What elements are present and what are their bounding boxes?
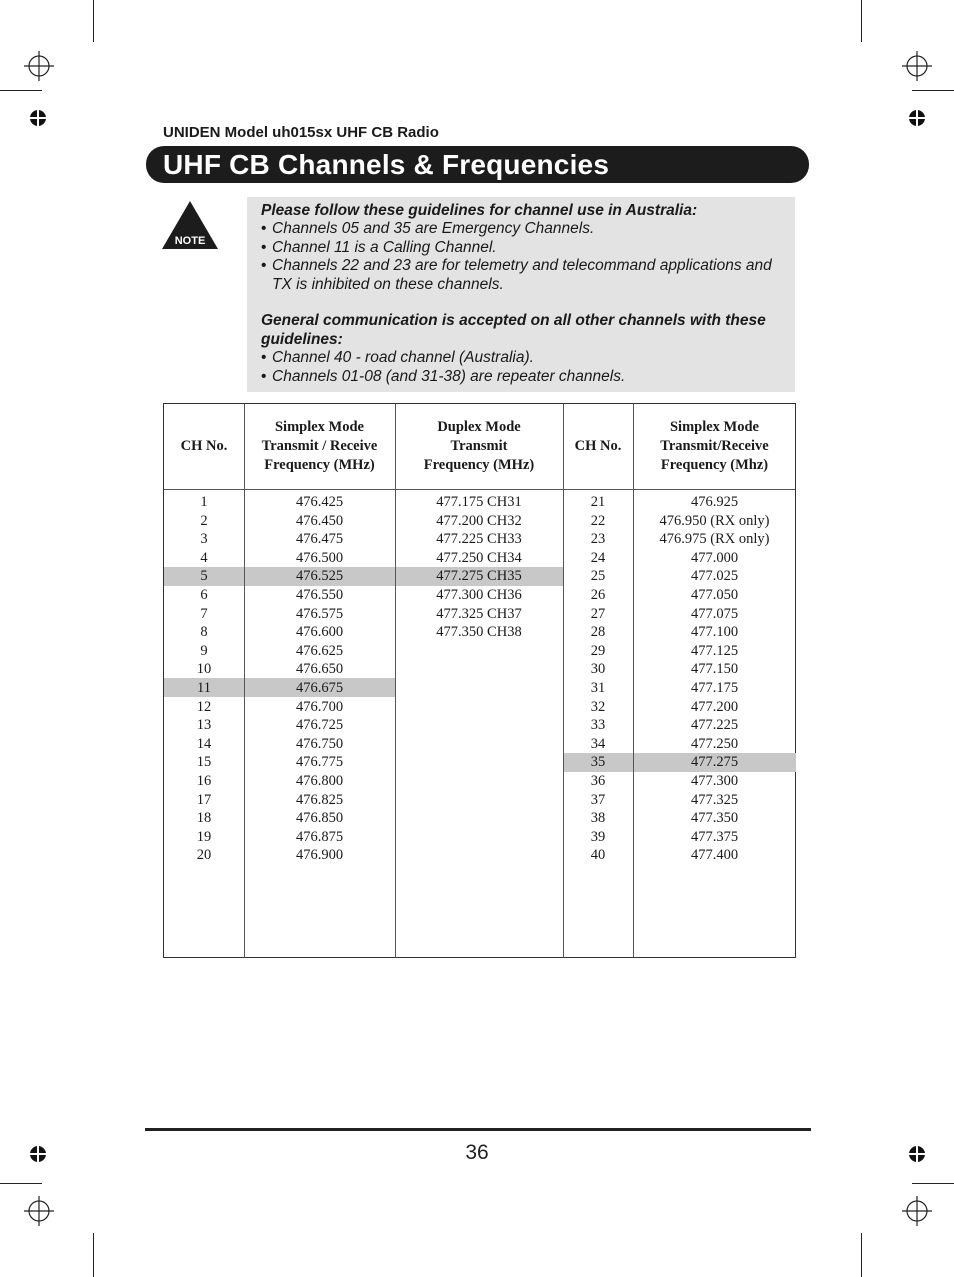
table-cell: 28	[590, 624, 606, 641]
column-duplex	[395, 493, 563, 642]
table-cell: 2	[200, 512, 208, 529]
table-cell: 477.300	[690, 772, 739, 789]
table-cell: 477.150	[690, 661, 739, 678]
column-ch-right	[563, 493, 633, 865]
table-cell: 477.350 CH38	[436, 624, 522, 641]
table-cell: 20	[196, 847, 212, 864]
crop-mark	[912, 90, 954, 91]
header-line: Duplex Mode	[437, 419, 521, 435]
table-cell: 9	[200, 642, 208, 659]
table-cell: 37	[590, 791, 606, 808]
table-cell: 477.125	[690, 642, 739, 659]
table-cell: 19	[196, 828, 212, 845]
header-simplex-right	[633, 404, 796, 489]
table-cell: 23	[590, 531, 606, 548]
table-cell: 477.050	[690, 586, 739, 603]
table-cell: 10	[196, 661, 212, 678]
table-cell: 476.600	[295, 624, 344, 641]
column-simplex-left	[244, 493, 395, 865]
table-cell: 26	[590, 586, 606, 603]
table-cell: 477.325 CH37	[436, 605, 522, 622]
table-cell: 477.325	[690, 791, 739, 808]
header-ch-no: CH No.	[180, 438, 228, 454]
bullet-icon: •	[261, 257, 267, 275]
table-cell: 477.250 CH34	[436, 549, 522, 566]
table-cell: 12	[196, 698, 212, 715]
table-cell: 33	[590, 717, 606, 734]
table-cell: 38	[590, 810, 606, 827]
model-label: UNIDEN Model uh015sx UHF CB Radio	[163, 124, 439, 141]
table-cell: 29	[590, 642, 606, 659]
table-cell: 31	[590, 679, 606, 696]
table-cell: 476.425	[295, 494, 344, 510]
page-title: UHF CB Channels & Frequencies	[163, 149, 610, 180]
crop-mark	[93, 1233, 94, 1277]
list-item	[261, 368, 781, 386]
crop-mark	[912, 1183, 954, 1184]
table-cell: 11	[197, 679, 211, 696]
note-bullet-text: Channel 40 - road channel (Australia).	[272, 349, 534, 367]
header-ch-no-right: CH No.	[574, 438, 622, 454]
registration-target-icon	[24, 1196, 54, 1226]
table-cell: 21	[590, 494, 606, 510]
bullet-icon: •	[261, 220, 267, 238]
table-cell: 477.250	[690, 735, 739, 752]
table-cell: 39	[590, 828, 606, 845]
crop-mark	[861, 0, 862, 42]
table-cell: 32	[590, 698, 606, 715]
table-cell: 477.100	[690, 624, 739, 641]
crop-mark	[861, 1233, 862, 1277]
list-item	[261, 349, 781, 367]
note-bullet-text: Channels 01-08 (and 31-38) are repeater channels.	[272, 367, 626, 385]
title-banner	[146, 146, 809, 183]
table-cell: 477.175	[690, 679, 739, 696]
header-line: Frequency (Mhz)	[660, 457, 769, 473]
table-cell: 24	[590, 549, 606, 566]
table-cell: 477.350	[690, 810, 739, 827]
table-cell: 476.575	[295, 605, 344, 622]
header-line: Simplex Mode	[274, 419, 364, 435]
column-ch-left	[164, 493, 244, 865]
table-cell: 17	[196, 791, 212, 808]
page-number: 36	[465, 1141, 489, 1164]
table-cell: 476.475	[295, 531, 344, 548]
bullet-icon: •	[261, 238, 267, 256]
header-line: Frequency (MHz)	[423, 457, 535, 473]
bullet-icon: •	[261, 349, 267, 367]
guidelines-note	[247, 197, 795, 392]
list-item	[261, 220, 781, 238]
table-cell: 14	[196, 735, 212, 752]
table-cell: 477.025	[690, 568, 739, 585]
table-cell: 476.725	[295, 717, 344, 734]
table-cell: 13	[196, 717, 212, 734]
note-heading: General communication is accepted on all other channels with these guidelines:	[261, 312, 766, 348]
registration-target-icon	[902, 51, 932, 81]
bullet-icon: •	[261, 367, 267, 385]
note-bullet-text: Channels 22 and 23 are for telemetry and telecommand applications and TX is inhibited on these channels.	[272, 257, 772, 293]
header-line: Simplex Mode	[669, 419, 759, 435]
note-warning-icon	[160, 199, 220, 251]
table-cell: 5	[200, 568, 208, 585]
table-cell: 477.375	[690, 828, 739, 845]
table-cell: 477.225	[690, 717, 739, 734]
crop-mark	[0, 1183, 42, 1184]
table-cell: 476.650	[295, 661, 344, 678]
table-cell: 476.850	[295, 810, 344, 827]
header-duplex	[395, 404, 563, 489]
table-cell: 476.775	[295, 754, 344, 771]
table-cell: 476.700	[295, 698, 344, 715]
crop-mark	[93, 0, 94, 42]
table-cell: 477.400	[690, 847, 739, 864]
table-cell: 476.675	[295, 679, 344, 696]
header-line: Frequency (MHz)	[264, 457, 375, 473]
note-heading: Please follow these guidelines for channel use in Australia:	[261, 202, 698, 219]
table-cell: 40	[590, 847, 606, 864]
header-line: Transmit/Receive	[660, 438, 769, 454]
note-bullet-text: Channel 11 is a Calling Channel.	[272, 238, 497, 256]
table-cell: 22	[590, 512, 606, 529]
table-cell: 25	[590, 568, 606, 585]
table-cell: 477.275 CH35	[436, 568, 522, 585]
table-cell: 476.825	[295, 791, 344, 808]
table-cell: 477.200	[690, 698, 739, 715]
table-cell: 36	[590, 772, 606, 789]
registration-dot-icon	[909, 110, 925, 126]
table-cell: 34	[590, 735, 606, 752]
header-line: Transmit / Receive	[261, 438, 378, 454]
table-cell: 476.450	[295, 512, 344, 529]
table-cell: 476.500	[295, 549, 344, 566]
header-line: Transmit	[450, 438, 508, 454]
table-cell: 477.175 CH31	[436, 494, 522, 510]
table-cell: 476.925	[690, 494, 739, 510]
header-simplex-left	[244, 404, 395, 489]
channel-frequency-table	[163, 403, 796, 958]
table-cell: 30	[590, 661, 606, 678]
table-cell: 4	[200, 549, 208, 566]
registration-target-icon	[24, 51, 54, 81]
registration-target-icon	[902, 1196, 932, 1226]
table-cell: 476.750	[295, 735, 344, 752]
table-cell: 477.000	[690, 549, 739, 566]
table-cell: 35	[590, 754, 606, 771]
table-cell: 15	[196, 754, 212, 771]
column-simplex-right	[633, 493, 796, 865]
table-cell: 476.950 (RX only)	[659, 512, 770, 529]
table-cell: 16	[196, 772, 212, 789]
table-cell: 476.800	[295, 772, 344, 789]
footer-rule	[145, 1128, 811, 1131]
table-cell: 18	[196, 810, 212, 827]
table-cell: 476.900	[295, 847, 344, 864]
note-icon-label: NOTE	[174, 235, 206, 247]
note-bullet-text: Channels 05 and 35 are Emergency Channels.	[272, 220, 595, 238]
table-cell: 477.225 CH33	[436, 531, 522, 548]
table-cell: 27	[590, 605, 606, 622]
table-cell: 476.550	[295, 586, 344, 603]
list-item	[261, 239, 781, 257]
table-cell: 476.625	[295, 642, 344, 659]
table-cell: 8	[200, 624, 208, 641]
crop-mark	[0, 90, 42, 91]
table-cell: 477.300 CH36	[436, 586, 522, 603]
table-cell: 477.075	[690, 605, 739, 622]
table-cell: 7	[200, 605, 208, 622]
registration-dot-icon	[30, 110, 46, 126]
table-cell: 477.200 CH32	[436, 512, 522, 529]
table-cell: 6	[200, 586, 208, 603]
list-item	[261, 257, 781, 294]
table-cell: 476.525	[295, 568, 344, 585]
table-cell: 1	[200, 494, 208, 510]
table-cell: 3	[200, 531, 208, 548]
table-cell: 477.275	[690, 754, 739, 771]
table-cell: 476.975 (RX only)	[659, 531, 770, 548]
table-cell: 476.875	[295, 828, 344, 845]
